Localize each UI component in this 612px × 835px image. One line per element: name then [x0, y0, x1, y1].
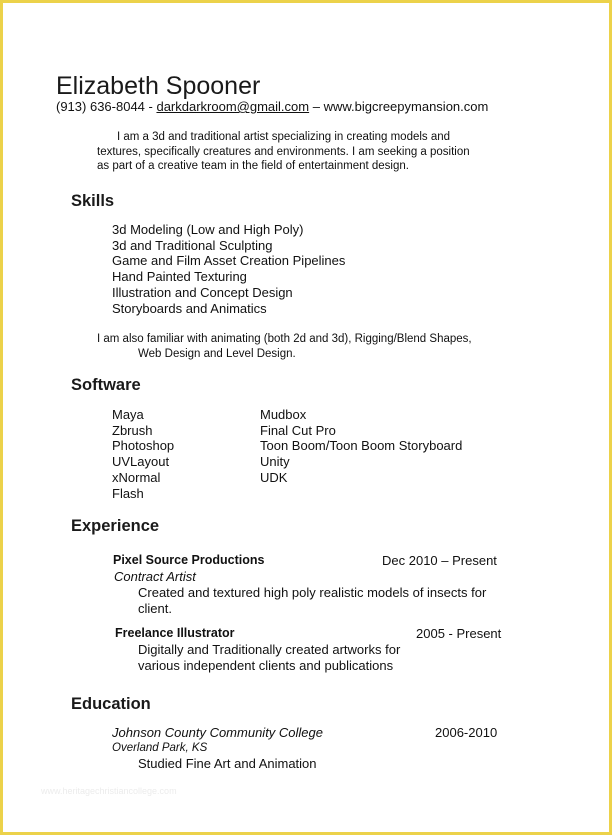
phone-number: (913) 636-8044 -: [56, 99, 153, 114]
education-dates: 2006-2010: [435, 725, 498, 740]
job-description-line: client.: [138, 600, 172, 616]
email-link[interactable]: darkdarkroom@gmail.com: [156, 99, 310, 114]
education-heading: Education: [71, 695, 151, 713]
software-item: Maya: [112, 407, 144, 422]
software-item: UVLayout: [112, 454, 170, 470]
skill-item: Hand Painted Texturing: [112, 269, 247, 285]
job-description-line: various independent clients and publications: [138, 657, 394, 673]
skills-heading: Skills: [71, 192, 115, 210]
software-column-2: [260, 407, 462, 486]
software-item: xNormal: [112, 469, 161, 485]
skills-list: [112, 222, 345, 316]
skills-note-line: I am also familiar with animating (both 2d and 3d), Rigging/Blend Shapes,: [97, 333, 472, 345]
job-role: Contract Artist: [114, 569, 196, 584]
skills-note-line: Web Design and Level Design.: [138, 347, 296, 360]
job-dates: 2005 - Present: [416, 626, 502, 641]
intro-paragraph: [97, 130, 470, 174]
software-item: Final Cut Pro: [260, 422, 336, 438]
software-item: UDK: [260, 469, 288, 485]
watermark-text: www.heritagechristiancollege.com: [41, 786, 177, 796]
job-company: Freelance Illustrator: [115, 626, 235, 640]
skill-item: Game and Film Asset Creation Pipelines: [112, 253, 346, 269]
job-description: [138, 642, 400, 673]
education-description: Studied Fine Art and Animation: [138, 756, 317, 771]
contact-line: [56, 99, 488, 114]
job-description-line: Digitally and Traditionally created artworks for: [138, 642, 401, 657]
website-link[interactable]: www.bigcreepymansion.com: [323, 99, 489, 114]
skill-item: 3d Modeling (Low and High Poly): [112, 222, 304, 237]
skill-item: Storyboards and Animatics: [112, 300, 267, 316]
candidate-name: Elizabeth Spooner: [56, 72, 261, 100]
intro-line: textures, specifically creatures and environments. I am seeking a position: [97, 145, 470, 158]
intro-line: as part of a creative team in the field of entertainment design.: [97, 160, 409, 172]
contact-separator: –: [312, 99, 320, 114]
intro-line: I am a 3d and traditional artist specializing in creating models and: [117, 131, 451, 143]
skill-item: Illustration and Concept Design: [112, 284, 293, 300]
software-column-1: [112, 407, 174, 501]
skill-item: 3d and Traditional Sculpting: [112, 237, 273, 253]
job-description: [138, 585, 486, 616]
software-item: Mudbox: [260, 407, 307, 422]
school-location: Overland Park, KS: [112, 742, 208, 754]
software-item: Unity: [260, 454, 290, 470]
school-name: Johnson County Community College: [112, 725, 323, 740]
experience-heading: Experience: [71, 517, 160, 535]
software-item: Photoshop: [112, 438, 175, 454]
software-item: Zbrush: [112, 422, 153, 438]
job-company: Pixel Source Productions: [113, 553, 265, 567]
software-item: Flash: [112, 485, 144, 501]
software-item: Toon Boom/Toon Boom Storyboard: [260, 438, 463, 454]
skills-note: [97, 332, 472, 361]
software-heading: Software: [71, 376, 141, 394]
job-dates: Dec 2010 – Present: [382, 553, 497, 568]
job-description-line: Created and textured high poly realistic models of insects for: [138, 585, 487, 600]
